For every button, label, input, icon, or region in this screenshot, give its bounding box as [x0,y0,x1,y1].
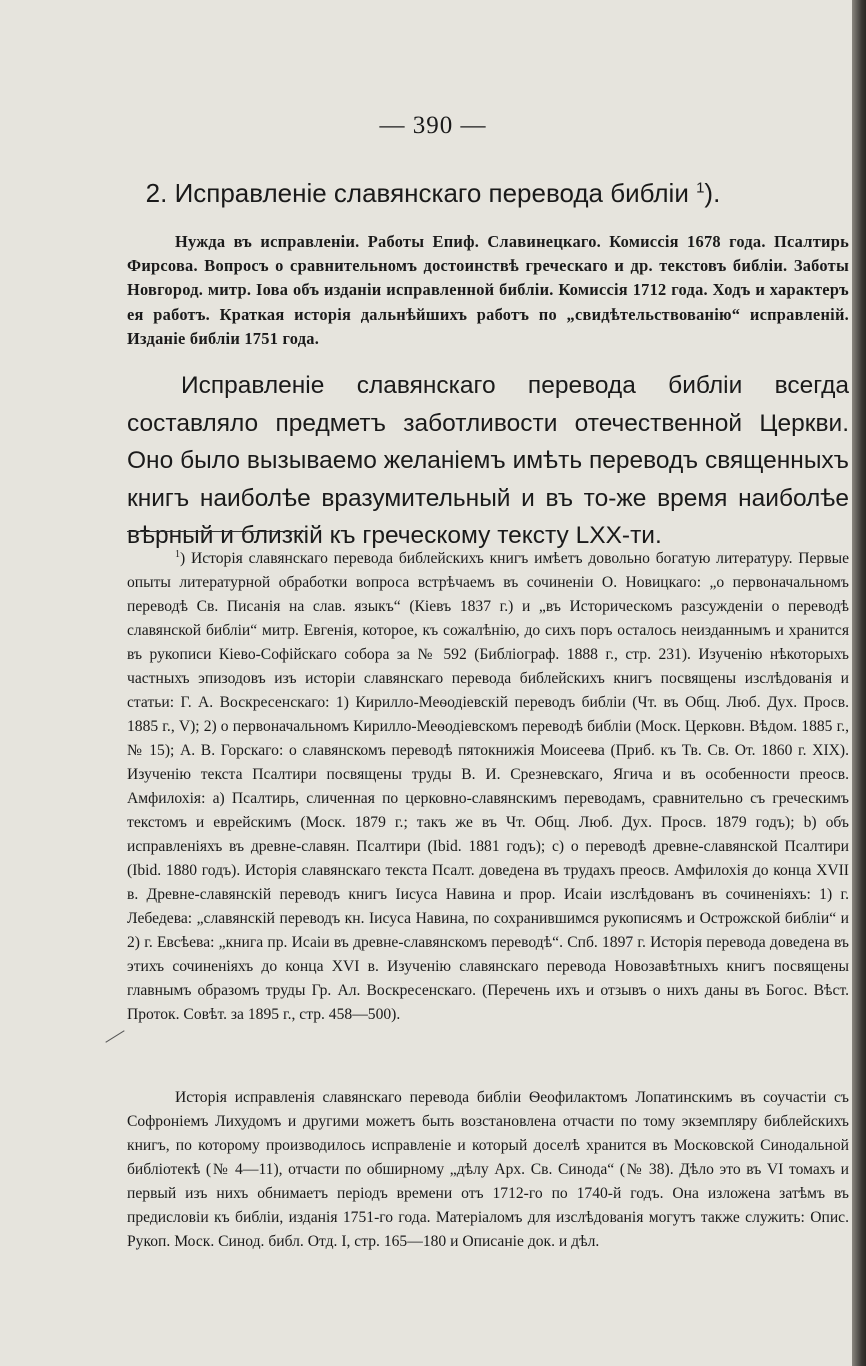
footnote-marker: 1 [175,549,180,560]
chapter-summary: Нужда въ исправленіи. Работы Епиф. Славинецкаго. Комиссія 1678 года. Псалтирь Фирсова. Вопросъ о сравнительномъ достоинствѣ греческаго и др. текстовъ библіи. Заботы Новгород. митр. Іова объ изданіи исправленной библіи. Комиссія 1712 года. Ходъ и характеръ ея работъ. Краткая исторія дальнѣйшихъ работъ по „свидѣтельствованію“ исправленій. Изданіе библіи 1751 года. [127,232,849,348]
page-binding-edge [852,0,866,1366]
margin-pencil-mark [105,1030,124,1043]
footnote-separator [127,531,307,532]
intro-paragraph: Исправленіе славянскаго перевода библіи всегда составляло предметъ заботливости отечественной Церкви. Оно было вызываемо желаніемъ имѣть переводъ священныхъ книгъ наиболѣе вразумительный и въ то-же время наиболѣе вѣрный и близкій къ греческому тексту LXX-ти. [127,372,849,549]
chapter-title [0,178,866,209]
chapter-title-text: 2. Исправленіе славянскаго перевода библіи [145,178,697,208]
footnote [127,543,849,1027]
chapter-title-close: ). [704,178,721,208]
footnote-text: ) Исторія славянскаго перевода библейскихъ книгъ имѣетъ довольно богатую литературу. Первые опыты литературной обработки вопроса встрѣчаемъ въ сочиненіи О. Новицкаго: „о первоначальномъ переводѣ Св. Писанія на слав. языкъ“ (Кіевъ 1837 г.) и „въ Историческомъ разсужденіи о переводѣ славянской библіи“ митр. Евгенія, которое, къ сожалѣнію, до сихъ поръ осталось неизданнымъ и хранится въ рукописи Кіево-Софійскаго собора за № 592 (Библіограф. 1888 г., стр. 231). Изученію нѣкоторыхъ частныхъ эпизодовъ изъ исторіи славянскаго перевода библейскихъ книгъ посвящены изслѣдованія и статьи: Г. А. Воскресенскаго: 1) Кирилло-Меѳодіевскій переводъ библіи (Чт. въ Общ. Люб. Дух. Просв. 1885 г., V); 2) о первоначальномъ Кирилло-Меѳодіевскомъ переводѣ библіи (Моск. Церковн. Вѣдом. 1885 г., № 15); А. В. Горскаго: о славянскомъ переводѣ пятокнижія Моисеева (Приб. къ Тв. Св. От. 1860 г. XIX). Изученію текста Псалтири посвящены труды В. И. Срезневскаго, Ягича и въ особенности преосв. Амфилохія: а) Псалтирь, сличенная по церковно-славянскимъ переводамъ, сравнительно съ греческимъ текстомъ и еврейскимъ (Моск. 1879 г.; такъ же въ Чт. Общ. Люб. Дух. Просв. 1879 годъ); b) объ исправленіяхъ въ древне-славян. Псалтири (Ibid. 1881 годъ); с) о переводѣ древне-славянской Псалтири (Ibid. 1880 годъ). Исторія славянскаго текста Псалт. доведена въ трудахъ преосв. Амфилохія до конца XVII в. Древне-славянскій переводъ книгъ Іисуса Навина и прор. Исаіи изслѣдованъ въ сочиненіяхъ: 1) г. Лебедева: „славянскій переводъ кн. Іисуса Навина, по сохранившимся рукописямъ и Острожской библіи“ и 2) г. Евсѣева: „книга пр. Исаіи въ древне-славянскомъ переводѣ“. Спб. 1897 г. Исторія перевода доведена въ этихъ сочиненіяхъ до конца XVI в. Изученію славянскаго перевода Новозавѣтныхъ книгъ посвящены главнымъ образомъ труды Гр. Ал. Воскресенскаго. (Перечень ихъ и отзывъ о нихъ даны въ Богос. Вѣст. Проток. Совѣт. за 1895 г., стр. 458—500). [127,550,849,1024]
footnote-continuation: Исторія исправленія славянскаго перевода библіи Ѳеофилактомъ Лопатинскимъ въ соучастіи съ Софроніемъ Лихудомъ и другими можетъ быть возстановлена отчасти по тому экземпляру библейскихъ книгъ, по которому производилось исправленіе и который доселѣ хранится въ Московской Синодальной библіотекѣ (№ 4—11), отчасти по обширному „дѣлу Арх. Св. Синода“ (№ 38). Дѣло это въ VI томахъ и первый изъ нихъ обнимаетъ періодъ времени отъ 1712-го по 1740-й годъ. Она изложена затѣмъ въ предисловіи къ библіи, изданія 1751-го года. Матеріаломъ для изслѣдованія могутъ также служить: Опис. Рукоп. Моск. Синод. библ. Отд. I, стр. 165—180 и Описаніе док. и дѣл. [127,1089,849,1250]
chapter-title-note-marker: 1 [696,179,705,197]
page-number: — 390 — [379,112,487,139]
